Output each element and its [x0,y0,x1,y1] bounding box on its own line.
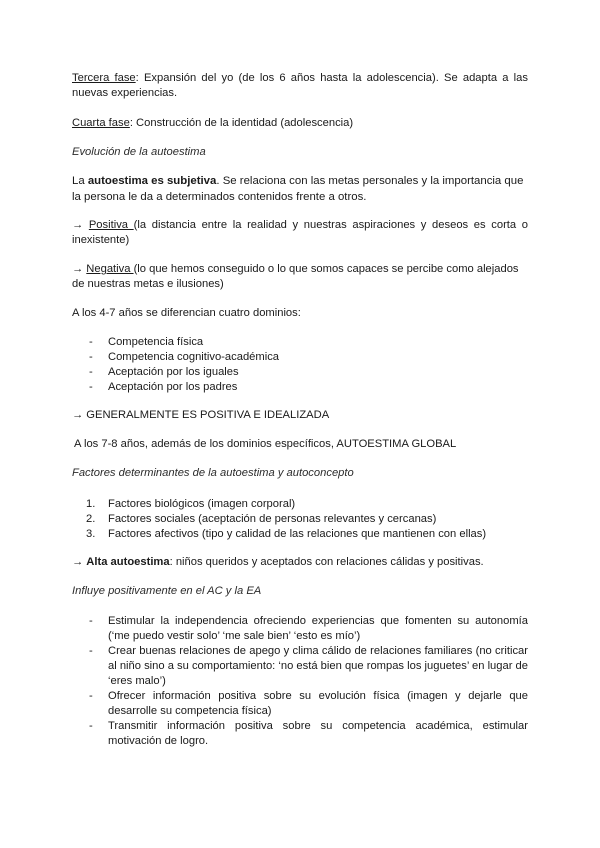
heading-evolucion: Evolución de la autoestima [72,146,206,158]
list-item [72,689,528,719]
list-item-text: Aceptación por los padres [108,381,238,393]
dominios-list [72,335,528,395]
subjetiva-post: . Se relaciona con las metas personales y la importancia que la persona le da a determinados contenidos frente a otros. [72,175,524,203]
factores-list [72,497,528,542]
list-item-text: Competencia física [108,336,204,348]
list-item [72,335,528,350]
list-item-text: Ofrecer información positiva sobre su evolución física (imagen y dejarle que desarrolle su competencia física) [108,690,528,717]
alta-bold: Alta autoestima [86,556,170,568]
tercera-fase-label: Tercera fase [72,72,136,84]
cuarta-fase-label: Cuarta fase [72,117,130,129]
list-item-text: Competencia cognitivo-académica [108,351,280,363]
list-item-text: Factores afectivos (tipo y calidad de las relaciones que mantienen con ellas) [108,528,487,540]
alta-arrow: → [72,556,87,568]
negativa-text: (lo que hemos conseguido o lo que somos capaces se percibe como alejados de nuestras metas e ilusiones) [72,263,519,290]
list-item-text: Factores biológicos (imagen corporal) [108,498,296,510]
list-item [72,614,528,644]
list-item [72,365,528,380]
cuarta-fase-text: : Construcción de la identidad (adolescencia) [129,117,354,129]
list-item [72,527,528,542]
heading-factores: Factores determinantes de la autoestima y autoconcepto [72,467,354,479]
list-number: 1. [86,498,96,510]
list-item [72,644,528,689]
subjetiva-pre: La [72,175,88,187]
autoestima-global-line: A los 7-8 años, además de los dominios específicos, AUTOESTIMA GLOBAL [74,438,457,450]
dash-marker: - [89,366,93,378]
paragraph-negativa [72,262,528,292]
list-item-text: Transmitir información positiva sobre su competencia académica, estimular motivación de logro. [108,720,528,747]
heading-influye: Influye positivamente en el AC y la EA [72,585,262,597]
positiva-text: (la distancia entre la realidad y nuestras aspiraciones y deseos es corta o inexistente) [72,219,528,246]
list-item [72,350,528,365]
dash-marker: - [89,645,93,657]
negativa-arrow: → [72,263,87,275]
list-number: 2. [86,513,96,525]
list-number: 3. [86,528,96,540]
negativa-label: Negativa [86,263,134,275]
list-item [72,380,528,395]
dominios-intro: A los 4-7 años se diferencian cuatro dominios: [72,307,301,319]
dash-marker: - [89,336,93,348]
positiva-arrow: → [72,219,89,231]
positiva-label: Positiva [88,219,134,231]
list-item-text: Estimular la independencia ofreciendo experiencias que fomenten su autonomía (‘me puedo vestir solo’ ‘me sale bien’ ‘esto es mío’) [108,615,528,642]
paragraph-cuarta-fase [72,116,528,131]
list-item-text: Crear buenas relaciones de apego y clima cálido de relaciones familiares (no criticar al niño sino a su comportamiento: ‘no está bien que rompas los juguetes’ en lugar de ‘eres malo’) [108,645,528,687]
dash-marker: - [89,690,93,702]
paragraph-subjetiva [72,174,528,205]
list-item [72,512,528,527]
alta-text: : niños queridos y aceptados con relaciones cálidas y positivas. [169,556,484,568]
paragraph-positiva [72,218,528,248]
paragraph-tercera-fase [72,71,528,101]
paragraph-alta-autoestima [72,555,528,570]
list-item [72,719,528,749]
dash-marker: - [89,381,93,393]
dash-marker: - [89,351,93,363]
dash-marker: - [89,720,93,732]
influye-list [72,614,528,749]
list-item-text: Aceptación por los iguales [108,366,239,378]
dash-marker: - [89,615,93,627]
subjetiva-bold: autoestima es subjetiva [87,175,217,187]
generalmente-line: → GENERALMENTE ES POSITIVA E IDEALIZADA [72,409,330,421]
list-item [72,497,528,512]
list-item-text: Factores sociales (aceptación de personas relevantes y cercanas) [108,513,437,525]
tercera-fase-text: : Expansión del yo (de los 6 años hasta la adolescencia). Se adapta a las nuevas experiencias. [72,72,528,99]
